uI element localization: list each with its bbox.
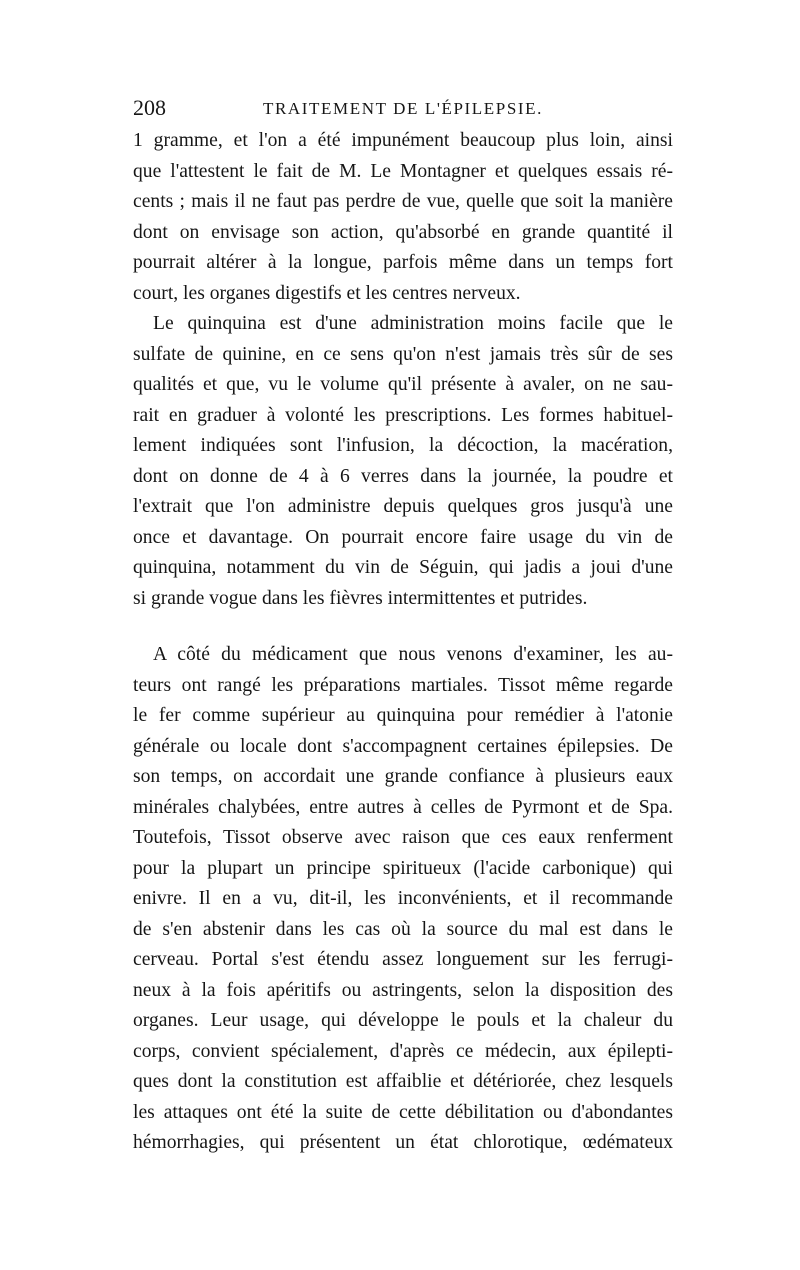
text-line: le fer comme supérieur au quinquina pour remédier à l'atonie — [133, 705, 673, 726]
text-line: A côté du médicament que nous venons d'examiner, les au- — [153, 644, 673, 665]
text-line: cents ; mais il ne faut pas perdre de vue, quelle que soit la manière — [133, 191, 673, 212]
text-line: corps, convient spécialement, d'après ce médecin, aux épilepti- — [133, 1040, 673, 1062]
text-line: son temps, on accordait une grande confiance à plusieurs eaux — [133, 766, 673, 787]
text-line: les attaques ont été la suite de cette débilitation ou d'abondantes — [133, 1101, 673, 1123]
text-line: minérales chalybées, entre autres à celles de Pyrmont et de Spa. — [133, 796, 673, 818]
text-line: lement indiquées sont l'infusion, la décoction, la macération, — [133, 435, 673, 456]
text-line: organes. Leur usage, qui développe le pouls et la chaleur du — [133, 1010, 673, 1031]
text-line: once et davantage. On pourrait encore faire usage du vin de — [133, 526, 673, 548]
text-line: quinquina, notamment du vin de Séguin, qui jadis a joui d'une — [133, 557, 673, 578]
text-line: neux à la fois apéritifs ou astringents, selon la disposition des — [133, 979, 673, 1001]
text-line: générale ou locale dont s'accompagnent certaines épilepsies. De — [133, 735, 673, 757]
paragraph-2 — [133, 309, 673, 614]
paragraph-1 — [133, 126, 673, 309]
text-line: court, les organes digestifs et les centres nerveux. — [133, 282, 521, 304]
paragraph-3 — [133, 640, 673, 1159]
text-line: dont on envisage son action, qu'absorbé en grande quantité il — [133, 221, 673, 243]
text-line: qualités et que, vu le volume qu'il présente à avaler, on ne sau- — [133, 374, 673, 395]
text-line: l'extrait que l'on administre depuis quelques gros jusqu'à une — [133, 496, 673, 517]
text-line: si grande vogue dans les fièvres intermittentes et putrides. — [133, 587, 588, 609]
text-line: enivre. Il en a vu, dit-il, les inconvénients, et il recommande — [133, 888, 673, 909]
running-head — [133, 93, 673, 123]
page-number: 208 — [133, 95, 166, 120]
text-line: rait en graduer à volonté les prescriptions. Les formes habituel- — [133, 404, 673, 426]
text-line: pour la plupart un principe spiritueux (l'acide carbonique) qui — [133, 857, 673, 879]
text-line: Le quinquina est d'une administration moins facile que le — [153, 313, 673, 334]
text-line: ques dont la constitution est affaiblie et détériorée, chez lesquels — [133, 1071, 673, 1092]
text-line: dont on donne de 4 à 6 verres dans la journée, la poudre et — [133, 465, 673, 487]
running-title: TRAITEMENT DE L'ÉPILEPSIE. — [263, 99, 543, 118]
text-line: hémorrhagies, qui présentent un état chlorotique, œdémateux — [133, 1132, 673, 1153]
text-line: Toutefois, Tissot observe avec raison que ces eaux renferment — [133, 827, 673, 848]
text-line: 1 gramme, et l'on a été impunément beaucoup plus loin, ainsi — [133, 130, 673, 151]
text-line: teurs ont rangé les préparations martiales. Tissot même regarde — [133, 674, 673, 696]
body-text — [133, 126, 673, 1159]
text-line: cerveau. Portal s'est étendu assez longuement sur les ferrugi- — [133, 949, 673, 970]
text-line: pourrait altérer à la longue, parfois même dans un temps fort — [133, 252, 673, 273]
text-line: sulfate de quinine, en ce sens qu'on n'est jamais très sûr de ses — [133, 343, 673, 365]
text-line: que l'attestent le fait de M. Le Montagner et quelques essais ré- — [133, 160, 673, 182]
text-line: de s'en abstenir dans les cas où la source du mal est dans le — [133, 918, 673, 940]
paragraph-spacing — [133, 614, 673, 640]
